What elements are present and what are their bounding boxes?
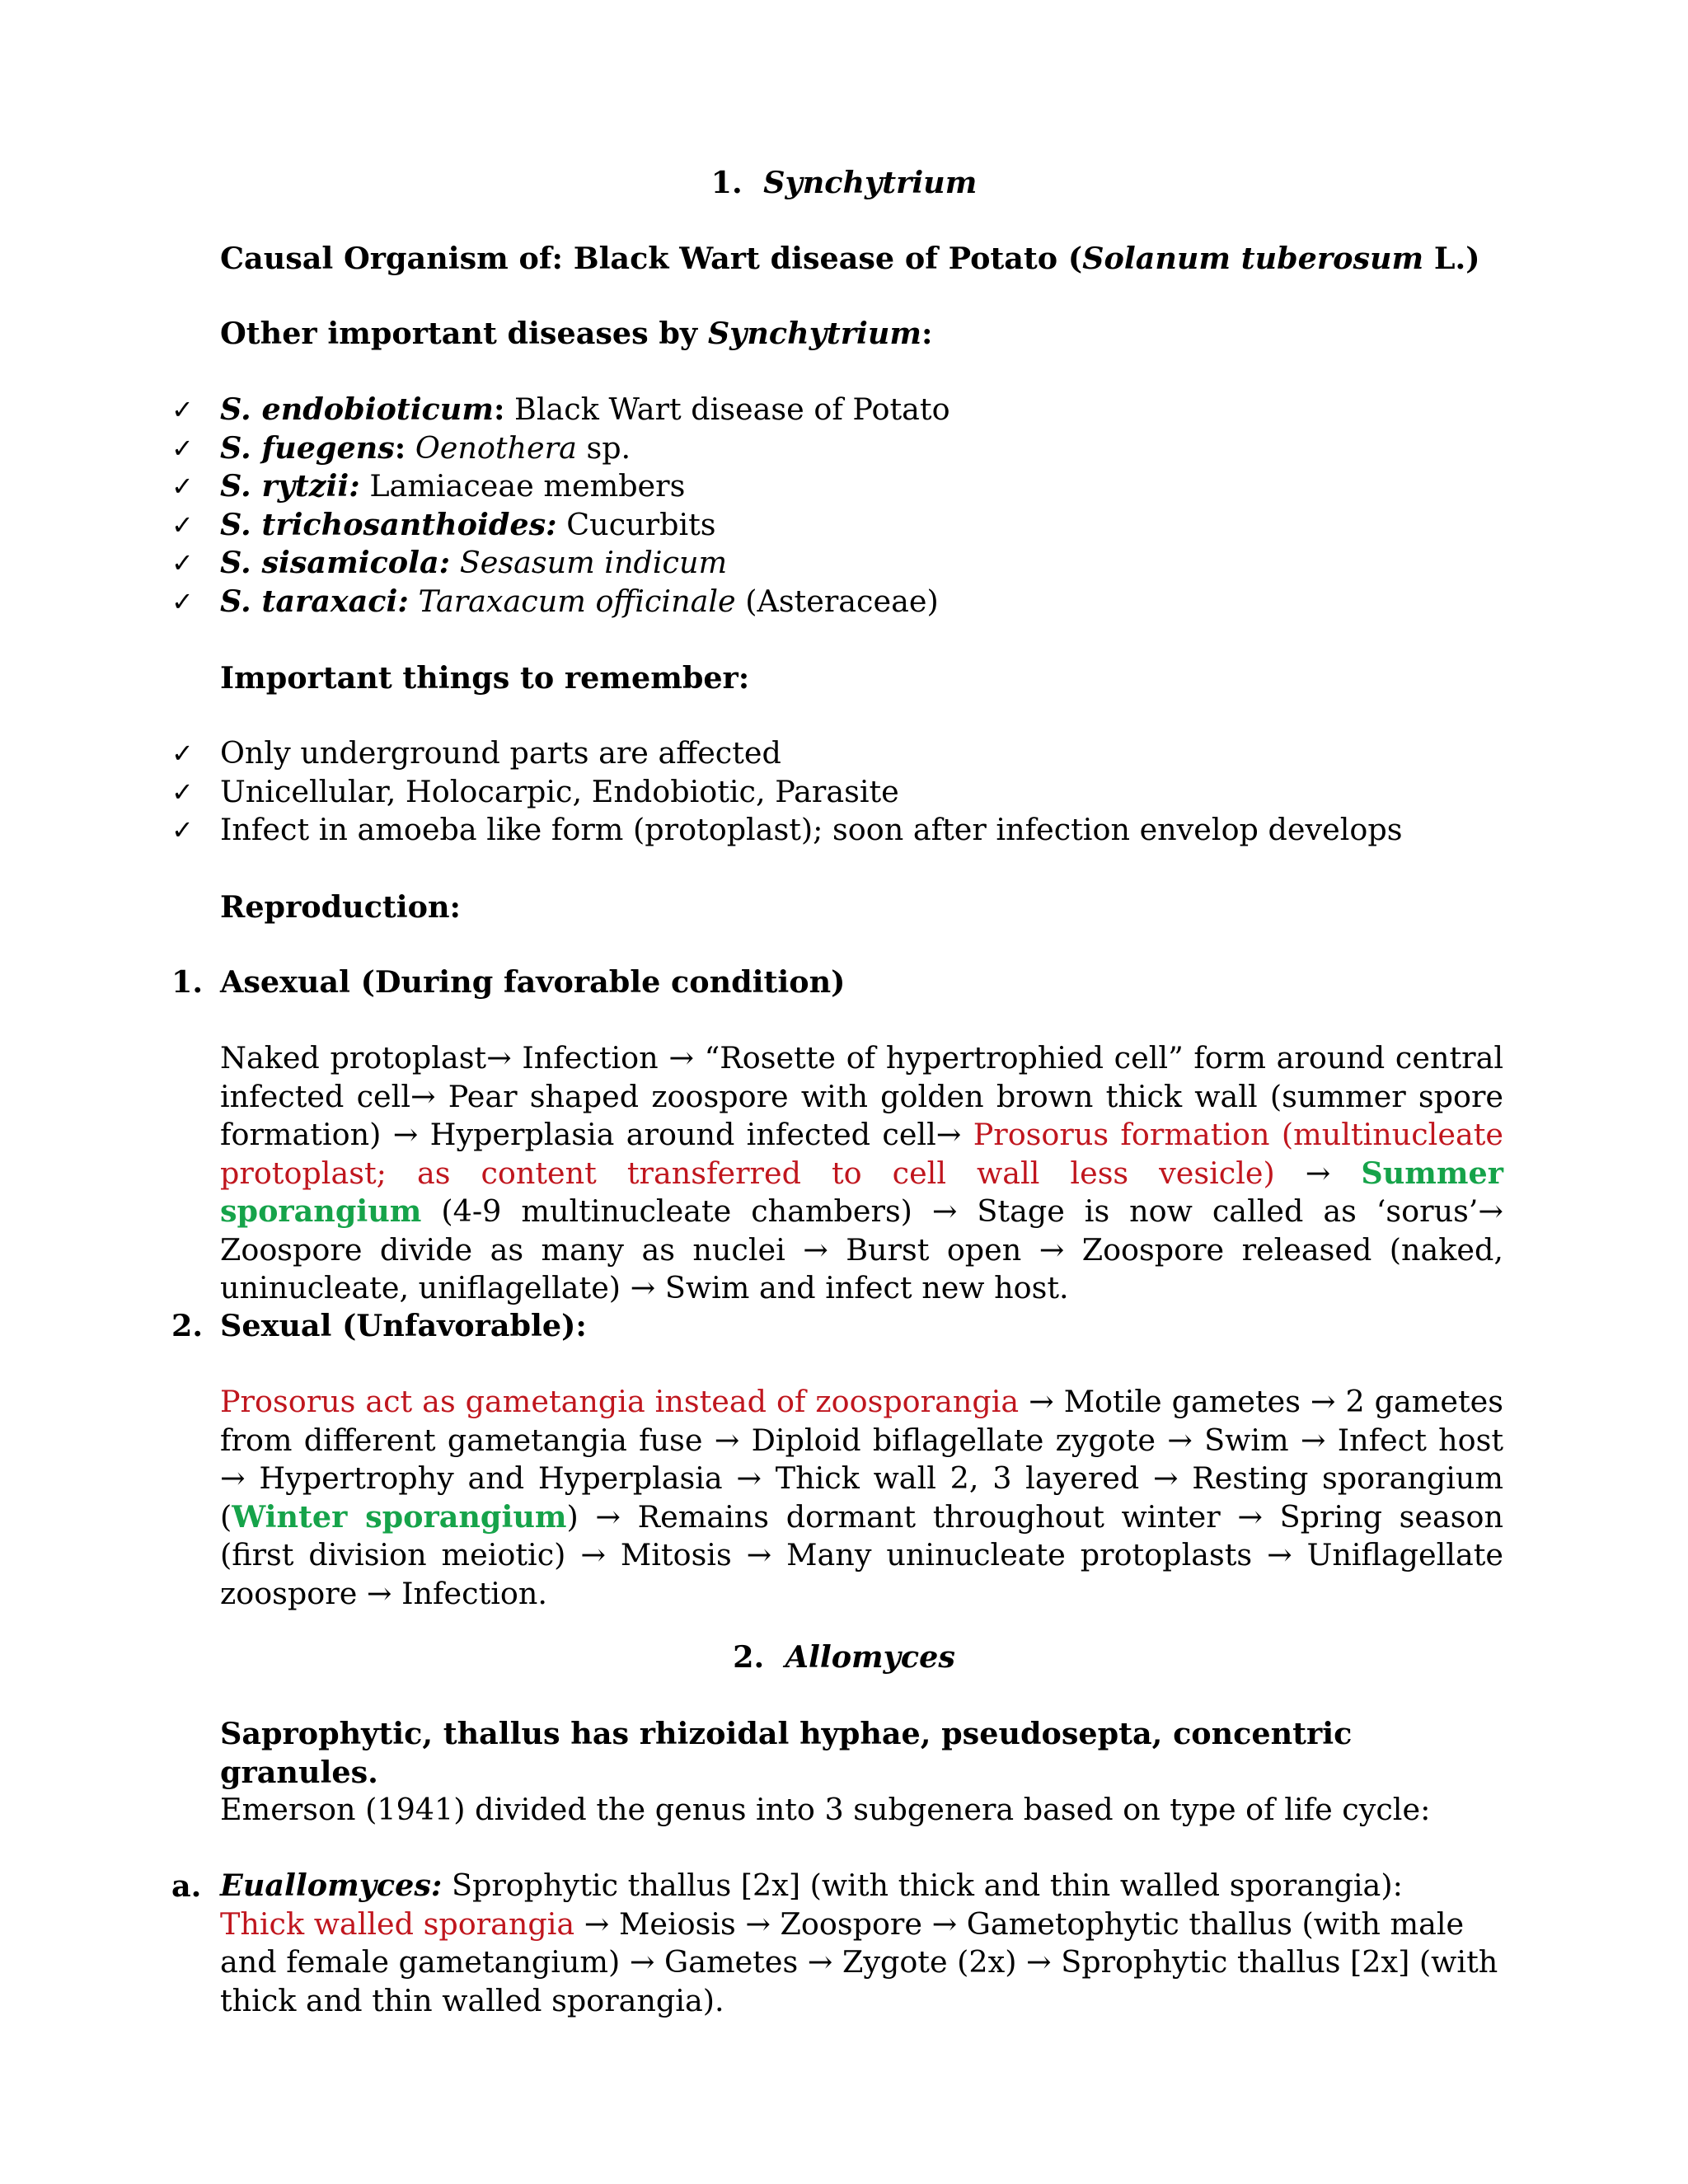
reproduction-heading: Reproduction: (220, 889, 462, 925)
section-title-text: Allomyces (785, 1639, 955, 1675)
checkmark-icon: ✓ (171, 776, 194, 808)
allomyces-summary: Saprophytic, thallus has rhizoidal hyphae, pseudosepta, concentric granules. (220, 1716, 1353, 1790)
remember-list (171, 734, 1507, 850)
checkmark-icon: ✓ (171, 547, 194, 579)
list-item: ✓ S. fuegens: Oenothera sp. (171, 429, 1507, 468)
euallomyces-letter: a. (171, 1868, 202, 1904)
section-title-allomyces (0, 1638, 1688, 1676)
section-number: 1. (710, 165, 743, 200)
asexual-paragraph: Naked protoplast→ Infection → “Rosette of hypertrophied cell” form around central infected cell→ Pear shaped zoospore with golden brown thick wall (summer spore formation) → Hyperplasia around infected cell→ Prosorus formation (multinucleate protoplast; as content transferred to cell wall less vesicle) → Summer sporangium (4-9 multinucleate chambers) → Stage is now called as ‘sorus’→ Zoospore divide as many as nuclei → Burst open → Zoospore released (naked, uninucleate, uniflagellate) → Swim and infect new host. (220, 1040, 1503, 1305)
checkmark-icon: ✓ (171, 585, 194, 617)
list-item: ✓ S. trichosanthoides: Cucurbits (171, 506, 1507, 545)
list-item: ✓ S. rytzii: Lamiaceae members (171, 467, 1507, 506)
causal-organism: Causal Organism of: Black Wart disease of Potato (Solanum tuberosum L.) (220, 241, 1480, 276)
checkmark-icon: ✓ (171, 738, 194, 769)
asexual-number: 1. (171, 964, 204, 1000)
asexual-heading: Asexual (During favorable condition) (220, 964, 846, 1000)
checkmark-icon: ✓ (171, 394, 194, 425)
section-title-text: Synchytrium (763, 165, 978, 200)
sexual-number: 2. (171, 1308, 204, 1343)
euallomyces-paragraph: Euallomyces: Sprophytic thallus [2x] (with thick and thin walled sporangia): Thick walled sporangia → Meiosis → Zoospore → Gametophytic thallus (with male and female gametangium) → Gametes → Zygote (2x) → Sprophytic thallus [2x] (with thick and thin walled sporangia). (220, 1868, 1498, 2018)
other-diseases-heading: Other important diseases by Synchytrium: (220, 316, 933, 351)
list-item: ✓ Unicellular, Holocarpic, Endobiotic, Parasite (171, 773, 1507, 812)
checkmark-icon: ✓ (171, 814, 194, 846)
remember-heading: Important things to remember: (220, 660, 750, 696)
section-title-synchytrium (0, 163, 1688, 202)
list-item: ✓ S. sisamicola: Sesasum indicum (171, 544, 1507, 583)
sexual-heading: Sexual (Unfavorable): (220, 1308, 587, 1343)
list-item: ✓ S. taraxaci: Taraxacum officinale (Asteraceae) (171, 583, 1507, 621)
checkmark-icon: ✓ (171, 432, 194, 464)
sexual-paragraph: Prosorus act as gametangia instead of zoosporangia → Motile gametes → 2 gametes from different gametangia fuse → Diploid biflagellate zygote → Swim → Infect host → Hypertrophy and Hyperplasia → Thick wall 2, 3 layered → Resting sporangium (Winter sporangium) → Remains dormant throughout winter → Spring season (first division meiotic) → Mitosis → Many uninucleate protoplasts → Uniflagellate zoospore → Infection. (220, 1384, 1503, 1611)
checkmark-icon: ✓ (171, 471, 194, 502)
list-item: ✓ Only underground parts are affected (171, 734, 1507, 773)
diseases-list (171, 391, 1507, 621)
section-number: 2. (733, 1639, 765, 1675)
emerson-sentence: Emerson (1941) divided the genus into 3 subgenera based on type of life cycle: (220, 1792, 1431, 1827)
checkmark-icon: ✓ (171, 509, 194, 541)
list-item: ✓ Infect in amoeba like form (protoplast); soon after infection envelop develops (171, 811, 1507, 850)
list-item: ✓ S. endobioticum: Black Wart disease of Potato (171, 391, 1507, 429)
